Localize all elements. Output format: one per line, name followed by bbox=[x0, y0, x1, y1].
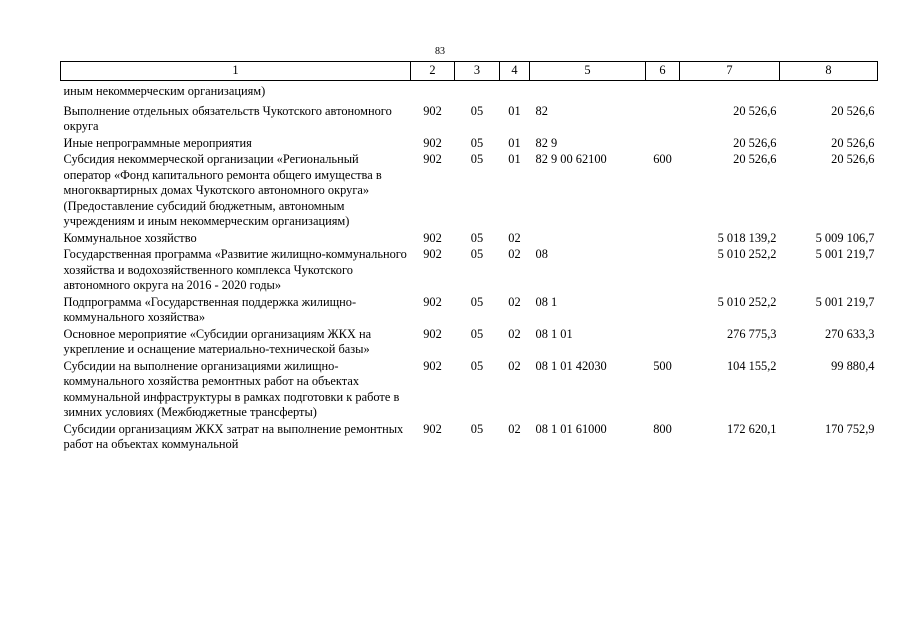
row-col-5: 82 9 bbox=[535, 135, 558, 150]
row-col-5 bbox=[530, 81, 646, 104]
table-row bbox=[61, 295, 878, 327]
row-col-4: 02 bbox=[508, 247, 521, 261]
row-col-4: 01 bbox=[508, 103, 521, 118]
header-col-5: 5 bbox=[530, 62, 646, 81]
row-col-5: 08 1 01 61000 bbox=[535, 421, 607, 436]
header-col-8: 8 bbox=[780, 62, 878, 81]
header-col-1: 1 bbox=[61, 62, 411, 81]
header-col-6: 6 bbox=[646, 62, 680, 81]
row-col-6 bbox=[646, 295, 680, 327]
header-col-7: 7 bbox=[680, 62, 780, 81]
row-col-7: 5 018 139,2 bbox=[717, 230, 777, 245]
row-col-4: 02 bbox=[508, 421, 521, 436]
row-col-2: 902 bbox=[423, 230, 442, 245]
row-name: Подпрограмма «Государственная поддержка жилищно-коммунального хозяйства» bbox=[63, 294, 357, 324]
row-col-2 bbox=[411, 81, 455, 104]
row-col-8: 5 001 219,7 bbox=[815, 294, 875, 309]
row-col-4: 02 bbox=[508, 326, 521, 341]
row-col-3: 05 bbox=[470, 358, 484, 373]
budget-table bbox=[60, 61, 878, 454]
row-col-6 bbox=[646, 136, 680, 153]
row-name: Коммунальное хозяйство bbox=[63, 230, 197, 245]
row-col-4 bbox=[500, 81, 530, 104]
row-col-6 bbox=[646, 247, 680, 295]
row-col-4: 02 bbox=[508, 358, 521, 373]
row-name: Субсидия некоммерческой организации «Региональный оператор «Фонд капитального ремонта общего имущества в многоквартирных домах Чукотского автономного округа» (Предоставление субсидий бюджетным, автономным учреждениям и иным некоммерческим организациям) bbox=[63, 152, 382, 228]
row-col-8: 20 526,6 bbox=[831, 135, 875, 150]
row-name: Основное мероприятие «Субсидии организациям ЖКХ на укрепление и оснащение материально-технической базы» bbox=[63, 326, 372, 356]
row-col-4: 01 bbox=[508, 152, 521, 166]
row-col-2: 902 bbox=[423, 326, 442, 341]
row-col-6 bbox=[646, 81, 680, 104]
table-header bbox=[61, 62, 878, 81]
row-col-6: 500 bbox=[653, 358, 672, 373]
row-col-8: 99 880,4 bbox=[831, 358, 875, 373]
row-col-3: 05 bbox=[470, 294, 484, 309]
budget-table-container bbox=[60, 61, 877, 454]
row-col-7: 20 526,6 bbox=[733, 135, 777, 150]
row-col-2: 902 bbox=[423, 294, 442, 309]
table-row bbox=[61, 104, 878, 136]
row-name: Иные непрограммные мероприятия bbox=[63, 135, 252, 150]
row-name: иным некоммерческим организациям) bbox=[63, 84, 266, 98]
row-col-3 bbox=[455, 81, 500, 104]
header-col-3: 3 bbox=[455, 62, 500, 81]
row-col-3: 05 bbox=[470, 152, 484, 166]
header-col-4: 4 bbox=[500, 62, 530, 81]
row-col-7: 5 010 252,2 bbox=[717, 247, 777, 261]
row-col-4: 02 bbox=[508, 230, 521, 245]
row-col-6 bbox=[646, 231, 680, 248]
row-col-5: 82 9 00 62100 bbox=[535, 152, 607, 166]
row-col-6: 600 bbox=[653, 152, 672, 166]
row-col-4: 01 bbox=[508, 135, 521, 150]
table-row bbox=[61, 422, 878, 454]
row-col-6: 800 bbox=[653, 421, 672, 436]
row-col-2: 902 bbox=[423, 135, 442, 150]
row-col-5: 08 bbox=[535, 247, 548, 261]
row-name: Субсидии организациям ЖКХ затрат на выполнение ремонтных работ на объектах коммунальной bbox=[63, 421, 404, 451]
row-col-8: 170 752,9 bbox=[824, 421, 875, 436]
row-col-7: 104 155,2 bbox=[726, 358, 777, 373]
table-row bbox=[61, 152, 878, 231]
row-col-5: 08 1 bbox=[535, 294, 558, 309]
row-col-2: 902 bbox=[423, 247, 442, 261]
row-col-8: 5 001 219,7 bbox=[815, 247, 875, 261]
row-col-8: 5 009 106,7 bbox=[815, 230, 875, 245]
table-row bbox=[61, 136, 878, 153]
row-col-7: 172 620,1 bbox=[726, 421, 777, 436]
row-col-6 bbox=[646, 104, 680, 136]
row-col-6 bbox=[646, 327, 680, 359]
row-col-5: 82 bbox=[535, 103, 548, 118]
row-name: Государственная программа «Развитие жилищно-коммунального хозяйства и водохозяйственного комплекса Чукотского автономного округа на 2016 - 2020 годы» bbox=[63, 247, 407, 292]
row-col-3: 05 bbox=[470, 135, 484, 150]
table-row bbox=[61, 359, 878, 422]
table-row bbox=[61, 247, 878, 295]
row-col-3: 05 bbox=[470, 103, 484, 118]
row-col-2: 902 bbox=[423, 358, 442, 373]
row-col-8: 270 633,3 bbox=[824, 326, 875, 341]
row-col-4: 02 bbox=[508, 294, 521, 309]
table-row bbox=[61, 327, 878, 359]
table-body bbox=[61, 81, 878, 454]
table-row bbox=[61, 231, 878, 248]
header-col-2: 2 bbox=[411, 62, 455, 81]
row-col-7: 5 010 252,2 bbox=[717, 294, 777, 309]
row-col-5: 08 1 01 bbox=[535, 326, 573, 341]
row-col-3: 05 bbox=[470, 230, 484, 245]
row-col-2: 902 bbox=[423, 152, 442, 166]
row-col-3: 05 bbox=[470, 247, 484, 261]
row-col-2: 902 bbox=[423, 103, 442, 118]
row-col-2: 902 bbox=[423, 421, 442, 436]
row-col-7: 20 526,6 bbox=[733, 103, 777, 118]
row-col-5 bbox=[530, 231, 646, 248]
row-name: Выполнение отдельных обязательств Чукотского автономного округа bbox=[63, 103, 392, 133]
row-name: Субсидии на выполнение организациями жилищно-коммунального хозяйства ремонтных работ на объектах коммунальной инфраструктуры в рамках подготовки к работе в зимних условиях (Межбюджетные трансферты) bbox=[63, 358, 400, 419]
row-col-8: 20 526,6 bbox=[831, 103, 875, 118]
table-row bbox=[61, 81, 878, 104]
page-number: 83 bbox=[435, 46, 445, 57]
header-row bbox=[61, 62, 878, 81]
row-col-5: 08 1 01 42030 bbox=[535, 358, 607, 373]
row-col-8: 20 526,6 bbox=[831, 152, 875, 166]
row-col-7 bbox=[680, 81, 780, 104]
row-col-7: 276 775,3 bbox=[726, 326, 777, 341]
row-col-7: 20 526,6 bbox=[733, 152, 777, 166]
row-col-3: 05 bbox=[470, 326, 484, 341]
row-col-3: 05 bbox=[470, 421, 484, 436]
row-col-8 bbox=[780, 81, 878, 104]
